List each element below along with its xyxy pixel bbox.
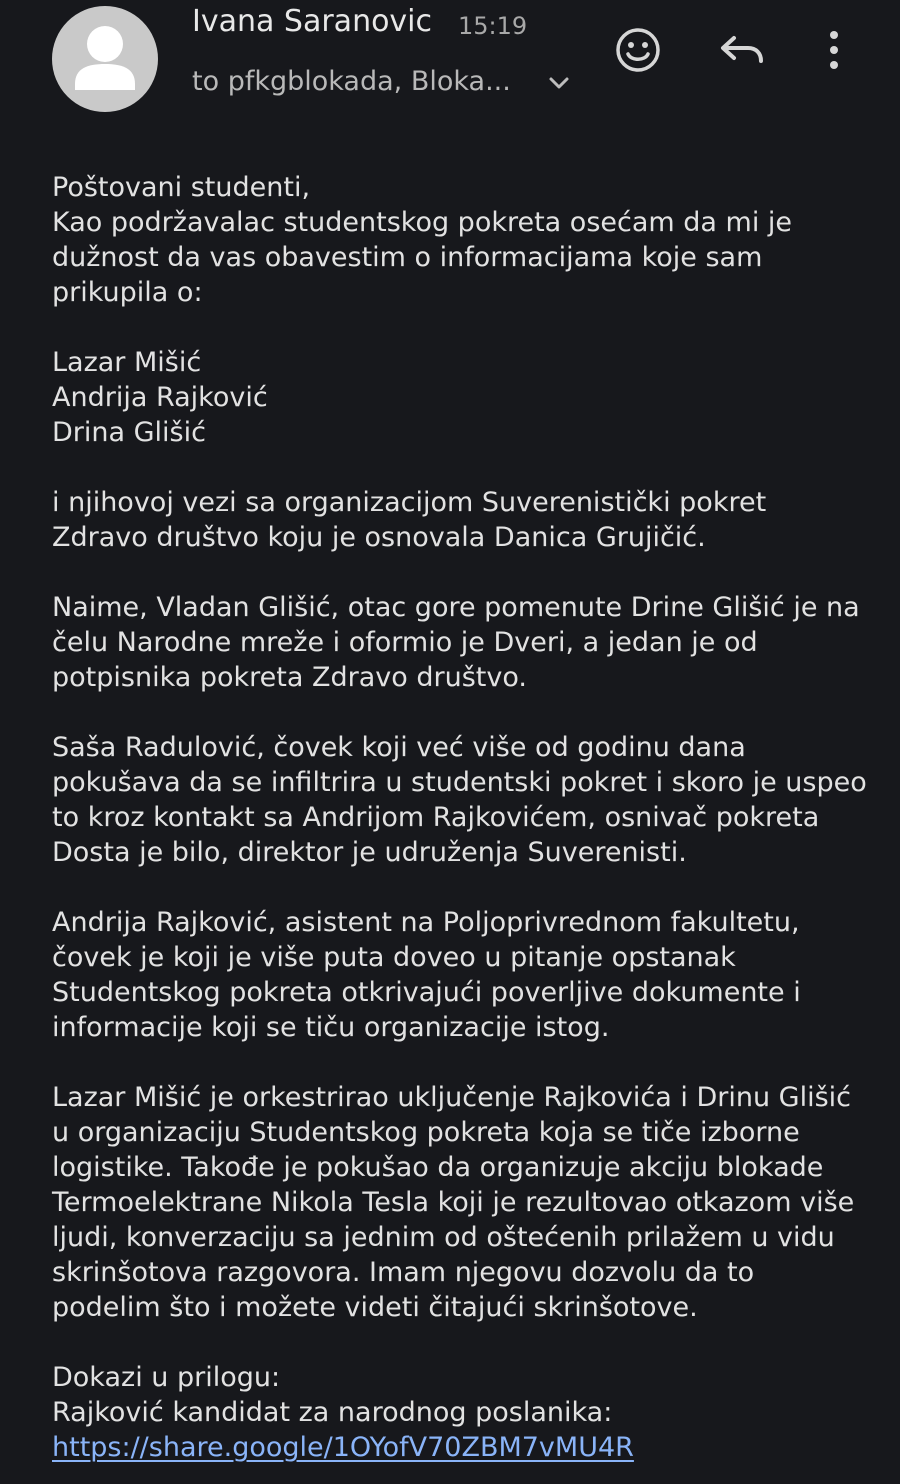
- body-line: u organizaciju Studentskog pokreta koja se tiče izborne: [52, 1117, 800, 1148]
- body-line: ljudi, konverzaciju sa jednim od oštećenih prilažem u vidu: [52, 1222, 835, 1253]
- person-name: Lazar Mišić: [52, 347, 202, 378]
- body-line: čelu Narodne mreže i oformio je Dveri, a jedan je od: [52, 627, 758, 658]
- body-line: podelim što i možete videti čitajući skrinšotove.: [52, 1292, 698, 1323]
- body-line: logistike. Takođe je pokušao da organizuje akciju blokade: [52, 1152, 824, 1183]
- body-line: potpisnika pokreta Zdravo društvo.: [52, 662, 527, 693]
- body-line: Saša Radulović, čovek koji već više od godinu dana: [52, 732, 746, 763]
- emoji-reaction-icon[interactable]: [612, 24, 664, 76]
- more-vert-icon[interactable]: [808, 24, 860, 76]
- paragraph-gap: [52, 1045, 872, 1080]
- paragraph-gap: [52, 450, 872, 485]
- body-line: to kroz kontakt sa Andrijom Rajkovićem, osnivač pokreta: [52, 802, 820, 833]
- body-line: Andrija Rajković, asistent na Poljoprivrednom fakultetu,: [52, 907, 800, 938]
- message-time: 15:19: [458, 12, 528, 40]
- body-line: Termoelektrane Nikola Tesla koji je rezultovao otkazom više: [52, 1187, 855, 1218]
- evidence-item: Rajković kandidat za narodnog poslanika:: [52, 1397, 613, 1428]
- body-line: informacije koji se tiču organizacije istog.: [52, 1012, 610, 1043]
- body-line: Kao podržavalac studentskog pokreta osećam da mi je: [52, 207, 793, 238]
- evidence-label: Dokazi u prilogu:: [52, 1362, 281, 1393]
- reply-icon[interactable]: [716, 24, 768, 76]
- body-line: Naime, Vladan Glišić, otac gore pomenute Drine Glišić je na: [52, 592, 860, 623]
- sender-name[interactable]: Ivana Saranovic: [192, 4, 433, 39]
- paragraph-gap: [52, 870, 872, 905]
- body-line: pokušava da se infiltrira u studentski pokret i skoro je uspeo: [52, 767, 867, 798]
- person-name: Andrija Rajković: [52, 382, 268, 413]
- body-line: čovek je koji je više puta doveo u pitanje opstanak: [52, 942, 736, 973]
- body-line: Studentskog pokreta otkrivajući poverljive dokumente i: [52, 977, 801, 1008]
- paragraph-gap: [52, 310, 872, 345]
- person-name: Drina Glišić: [52, 417, 206, 448]
- body-line: prikupila o:: [52, 277, 203, 308]
- paragraph-gap: [52, 555, 872, 590]
- evidence-link[interactable]: https://share.google/1OYofV70ZBM7vMU4R: [52, 1432, 634, 1463]
- person-avatar-icon[interactable]: [52, 6, 158, 112]
- body-line: Zdravo društvo koju je osnovala Danica Grujičić.: [52, 522, 706, 553]
- recipients-summary[interactable]: to pfkgblokada, Bloka...: [192, 66, 511, 97]
- email-header: [0, 0, 900, 130]
- body-line: Lazar Mišić je orkestrirao uključenje Rajkovića i Drinu Glišić: [52, 1082, 851, 1113]
- body-line: i njihovoj vezi sa organizacijom Suverenistički pokret: [52, 487, 767, 518]
- chevron-down-icon[interactable]: [546, 72, 572, 94]
- body-line: skrinšotova razgovora. Imam njegovu dozvolu da to: [52, 1257, 755, 1288]
- paragraph-gap: [52, 1325, 872, 1360]
- paragraph-gap: [52, 695, 872, 730]
- greeting: Poštovani studenti,: [52, 172, 311, 203]
- message-body: [52, 170, 872, 1465]
- body-line: Dosta je bilo, direktor je udruženja Suverenisti.: [52, 837, 687, 868]
- body-line: dužnost da vas obavestim o informacijama koje sam: [52, 242, 763, 273]
